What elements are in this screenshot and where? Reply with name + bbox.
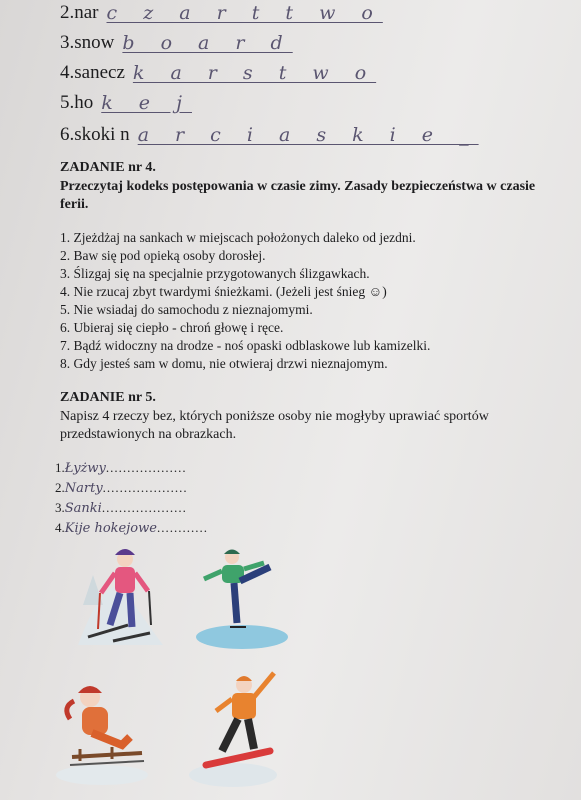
task4-heading: ZADANIE nr 4. — [60, 160, 156, 175]
answer-dots: .................... — [102, 480, 188, 495]
rule-item: 4. Nie rzucaj zbyt twardymi śnieżkami. (Jeżeli jest śnieg ☺) — [60, 284, 387, 299]
rule-item: 1. Zjeżdżaj na sankach w miejscach położonych daleko od jezdni. — [60, 230, 416, 245]
answer-dots: ............ — [156, 520, 208, 535]
handwritten-answer: b o a r d — [122, 32, 293, 54]
rule-item: 3. Ślizgaj się na specjalnie przygotowanych ślizgawkach. — [60, 266, 370, 281]
exercise-line-2 — [60, 2, 383, 24]
task4-instruction: Przeczytaj kodeks postępowania w czasie zimy. Zasady bezpieczeństwa w czasie ferii. — [60, 179, 536, 212]
rule-item: 5. Nie wsiadaj do samochodu z nieznajomymi. — [60, 302, 313, 317]
answer-line-3 — [55, 500, 187, 516]
skier-illustration — [68, 545, 168, 660]
handwritten-answer: Narty — [64, 481, 103, 496]
handwritten-answer: Sanki — [64, 501, 102, 516]
exercise-prefix: 4.sanecz — [60, 62, 125, 83]
answer-number: 2. — [55, 480, 65, 495]
task5-instruction: Napisz 4 rzeczy bez, których poniższe osoby nie mogłyby uprawiać sportów przedstawionych na obrazkach. — [60, 409, 489, 442]
snowboarder-illustration — [188, 665, 288, 790]
handwritten-answer: a r c i a s k i e _ — [137, 124, 479, 146]
rule-item: 2. Baw się pod opieką osoby dorosłej. — [60, 248, 266, 263]
answer-line-4 — [55, 520, 208, 536]
exercise-prefix: 6.skoki n — [60, 124, 130, 145]
answer-line-1 — [55, 460, 187, 476]
answer-number: 1. — [55, 460, 65, 475]
handwritten-answer: k a r s t w o — [132, 62, 377, 84]
rule-item: 6. Ubieraj się ciepło - chroń głowę i ręce. — [60, 320, 284, 335]
exercise-prefix: 5.ho — [60, 92, 94, 113]
exercise-line-5 — [60, 92, 192, 114]
exercise-prefix: 3.snow — [60, 32, 115, 53]
handwritten-answer: Łyżwy — [64, 461, 106, 476]
handwritten-answer: Kije hokejowe — [64, 521, 157, 536]
exercise-line-4 — [60, 62, 376, 84]
answer-dots: .................... — [101, 500, 187, 515]
ice-skater-illustration — [192, 545, 292, 660]
handwritten-answer: c z a r t t w o — [106, 2, 383, 24]
answer-number: 4. — [55, 520, 65, 535]
rule-item: 7. Bądź widoczny na drodze - noś opaski odblaskowe lub kamizelki. — [60, 338, 431, 353]
answer-line-2 — [55, 480, 188, 496]
rule-item: 8. Gdy jesteś sam w domu, nie otwieraj drzwi nieznajomym. — [60, 356, 388, 371]
exercise-prefix: 2.nar — [60, 2, 99, 23]
sledding-illustration — [52, 675, 152, 790]
handwritten-answer: k e j — [101, 92, 192, 114]
answer-number: 3. — [55, 500, 65, 515]
task5-heading: ZADANIE nr 5. — [60, 390, 156, 405]
answer-dots: ................... — [105, 460, 187, 475]
exercise-line-6 — [60, 124, 479, 146]
exercise-line-3 — [60, 32, 293, 54]
